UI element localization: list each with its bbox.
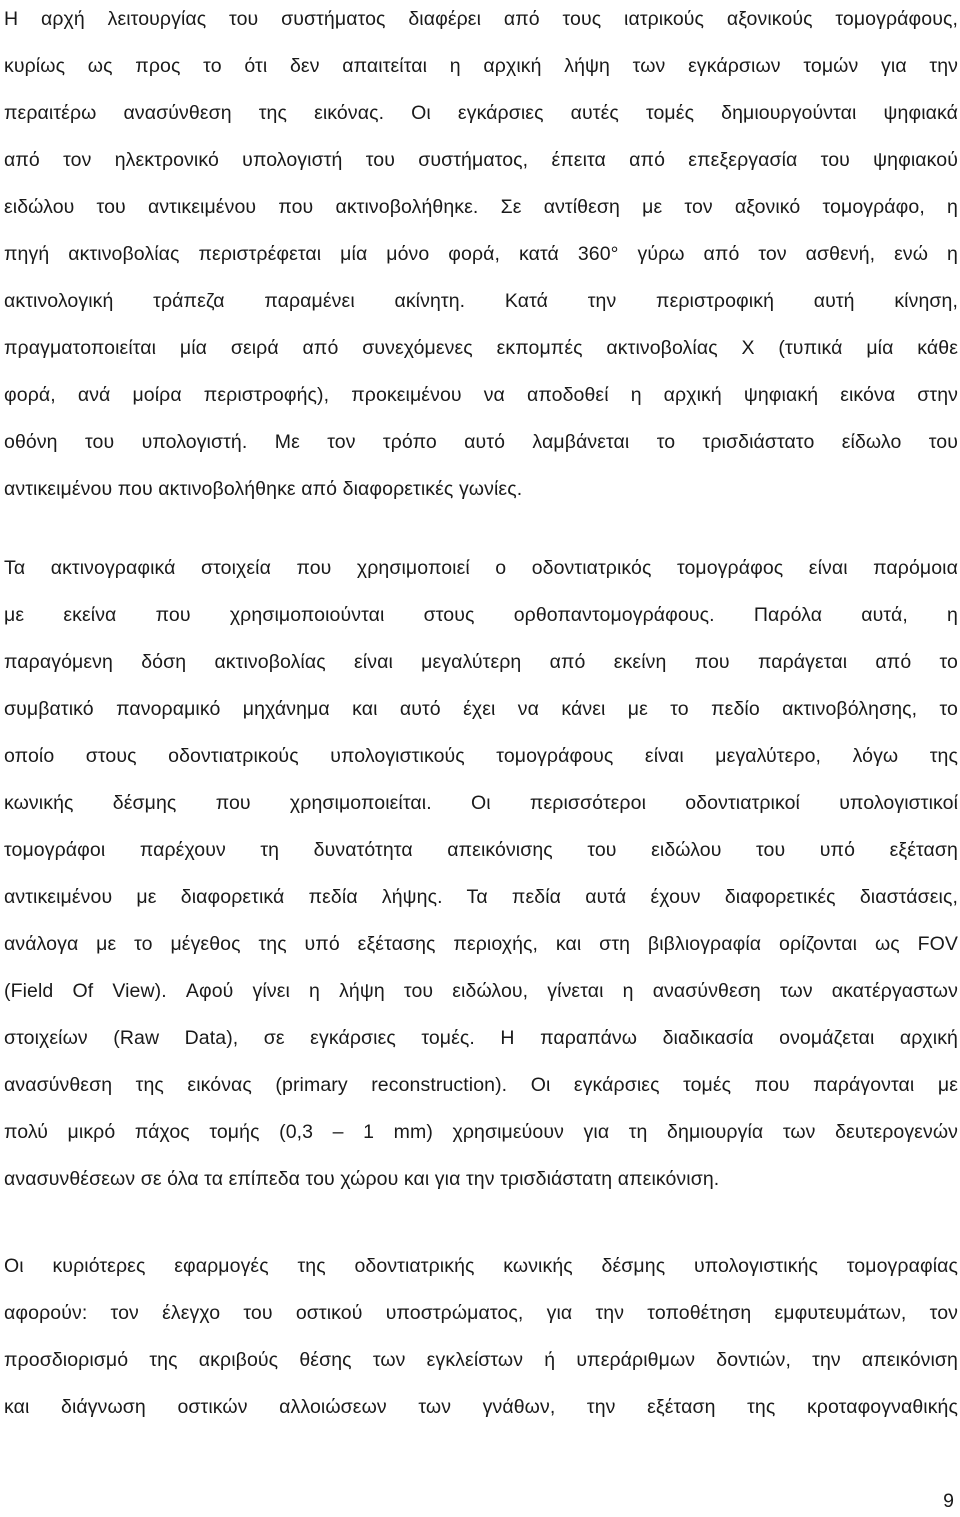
text-line: πραγματοποιείται μία σειρά από συνεχόμενες εκπομπές ακτινοβολίας Χ (τυπικά μία κάθε bbox=[4, 337, 958, 359]
text-line: Τα ακτινογραφικά στοιχεία που χρησιμοποιεί ο οδοντιατρικός τομογράφος είναι παρόμοια bbox=[4, 557, 958, 579]
text-line: αφορούν: τον έλεγχο του οστικού υποστρώματος, για την τοποθέτηση εμφυτευμάτων, τον bbox=[4, 1302, 958, 1324]
text-line: από τον ηλεκτρονικό υπολογιστή του συστήματος, έπειτα από επεξεργασία του ψηφιακού bbox=[4, 149, 958, 171]
text-line: Η αρχή λειτουργίας του συστήματος διαφέρει από τους ιατρικούς αξονικούς τομογράφους, bbox=[4, 8, 958, 30]
text-line: με εκείνα που χρησιμοποιούνται στους ορθοπαντομογράφους. Παρόλα αυτά, η bbox=[4, 604, 958, 626]
paragraph-1 bbox=[4, 0, 958, 513]
text-line: ανάλογα με το μέγεθος της υπό εξέτασης περιοχής, και στη βιβλιογραφία ορίζονται ως FOV bbox=[4, 933, 958, 955]
text-line: συμβατικό πανοραμικό μηχάνημα και αυτό έχει να κάνει με το πεδίο ακτινοβόλησης, το bbox=[4, 698, 958, 720]
text-line: προσδιορισμό της ακριβούς θέσης των εγκλείστων ή υπεράριθμων δοντιών, την απεικόνιση bbox=[4, 1349, 958, 1371]
text-line: περαιτέρω ανασύνθεση της εικόνας. Οι εγκάρσιες αυτές τομές δημιουργούνται ψηφιακά bbox=[4, 102, 958, 124]
text-line: ανασυνθέσεων σε όλα τα επίπεδα του χώρου και για την τρισδιάστατη απεικόνιση. bbox=[4, 1168, 720, 1190]
text-line: και διάγνωση οστικών αλλοιώσεων των γνάθων, την εξέταση της κροταφογναθικής bbox=[4, 1396, 958, 1418]
paragraph-2 bbox=[4, 545, 958, 1203]
text-line: Οι κυριότερες εφαρμογές της οδοντιατρικής κωνικής δέσμης υπολογιστικής τομογραφίας bbox=[4, 1255, 958, 1277]
text-line: κωνικής δέσμης που χρησιμοποιείται. Οι περισσότεροι οδοντιατρικοί υπολογιστικοί bbox=[4, 792, 958, 814]
text-line: πολύ μικρό πάχος τομής (0,3 – 1 mm) χρησιμεύουν για τη δημιουργία των δευτερογενών bbox=[4, 1121, 958, 1143]
text-line: στοιχείων (Raw Data), σε εγκάρσιες τομές. Η παραπάνω διαδικασία ονομάζεται αρχική bbox=[4, 1027, 958, 1049]
text-line: τομογράφοι παρέχουν τη δυνατότητα απεικόνισης του ειδώλου του υπό εξέταση bbox=[4, 839, 958, 861]
text-line: οποίο στους οδοντιατρικούς υπολογιστικούς τομογράφους είναι μεγαλύτερο, λόγω της bbox=[4, 745, 958, 767]
text-line: (Field Of View). Αφού γίνει η λήψη του ειδώλου, γίνεται η ανασύνθεση των ακατέργαστων bbox=[4, 980, 958, 1002]
text-line: ακτινολογική τράπεζα παραμένει ακίνητη. Κατά την περιστροφική αυτή κίνηση, bbox=[4, 290, 958, 312]
text-line: ανασύνθεση της εικόνας (primary reconstruction). Οι εγκάρσιες τομές που παράγονται με bbox=[4, 1074, 958, 1096]
text-line: φορά, ανά μοίρα περιστροφής), προκειμένου να αποδοθεί η αρχική ψηφιακή εικόνα στην bbox=[4, 384, 958, 406]
text-line: οθόνη του υπολογιστή. Με τον τρόπο αυτό λαμβάνεται το τρισδιάστατο είδωλο του bbox=[4, 431, 958, 453]
text-line: κυρίως ως προς το ότι δεν απαιτείται η αρχική λήψη των εγκάρσιων τομών για την bbox=[4, 55, 958, 77]
text-line: αντικειμένου με διαφορετικά πεδία λήψης. Τα πεδία αυτά έχουν διαφορετικές διαστάσεις, bbox=[4, 886, 958, 908]
text-line: ειδώλου του αντικειμένου που ακτινοβολήθηκε. Σε αντίθεση με τον αξονικό τομογράφο, η bbox=[4, 196, 958, 218]
paragraph-3 bbox=[4, 1243, 958, 1431]
text-line: παραγόμενη δόση ακτινοβολίας είναι μεγαλύτερη από εκείνη που παράγεται από το bbox=[4, 651, 958, 673]
text-line: αντικειμένου που ακτινοβολήθηκε από διαφορετικές γωνίες. bbox=[4, 478, 523, 500]
page-number: 9 bbox=[943, 1490, 954, 1512]
text-line: πηγή ακτινοβολίας περιστρέφεται μία μόνο φορά, κατά 360° γύρω από τον ασθενή, ενώ η bbox=[4, 243, 958, 265]
